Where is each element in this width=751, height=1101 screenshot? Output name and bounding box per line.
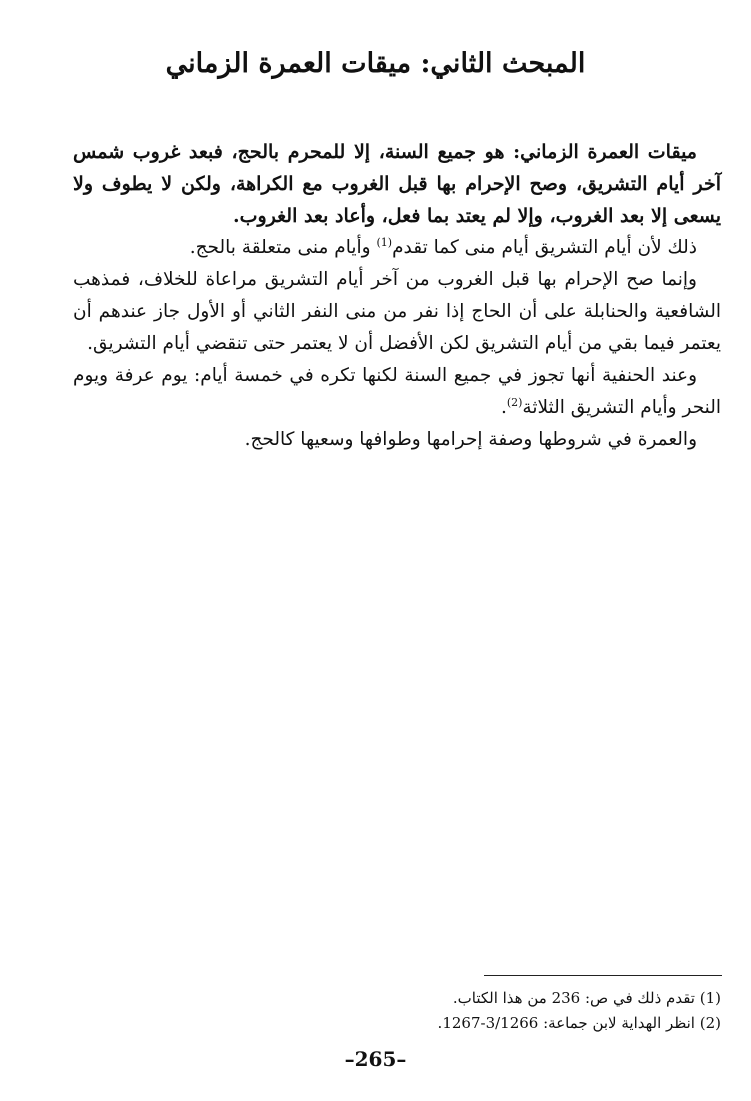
footnote-ref-1: (1) — [376, 235, 393, 249]
footnote-divider — [484, 975, 722, 976]
paragraph-reason-text: ذلك لأن أيام التشريق أيام منى كما تقدم — [392, 237, 697, 258]
footnote-ref-2: (2) — [506, 395, 523, 409]
paragraph-definition: ميقات العمرة الزماني: هو جميع السنة، إلا للمحرم بالحج، فبعد غروب شمس آخر أيام التشريق، وصح الإحرام بها قبل الغروب مع الكراهة، ولكن لا يطوف ولا يسعى إلا بعد الغروب، وإلا لم يعتد بما فعل، وأعاد بعد الغروب. — [73, 141, 721, 227]
paragraph-hanafi-text: وعند الحنفية أنها تجوز في جميع السنة لكنها تكره في خمسة أيام: يوم عرفة ويوم النحر وأيام التشريق الثلاثة — [73, 365, 721, 418]
footnotes — [73, 986, 721, 1036]
paragraph-conditions: والعمرة في شروطها وصفة إحرامها وطوافها وسعيها كالحج. — [244, 429, 697, 450]
section-title: المبحث الثاني: ميقات العمرة الزماني — [165, 48, 586, 79]
paragraph-reason — [73, 232, 721, 264]
paragraph-ihram-validity: وإنما صح الإحرام بها قبل الغروب من آخر أيام التشريق مراعاة للخلاف، فمذهب الشافعية والحنابلة على أن الحاج إذا نفر من منى النفر الثاني أو الأول جاز عندهم أن يعتمر فيما بقي من أيام التشريق لكن الأفضل أن لا يعتمر حتى تنقضي أيام التشريق. — [73, 269, 721, 354]
paragraph-reason-text-end: وأيام منى متعلقة بالحج. — [189, 237, 377, 258]
main-body — [73, 136, 721, 456]
footnote-2: (2) انظر الهداية لابن جماعة: 3/1266-1267. — [437, 1014, 721, 1032]
paragraph-hanafi — [73, 360, 721, 424]
page-number: –265– — [344, 1047, 407, 1071]
footnote-1: (1) تقدم ذلك في ص: 236 من هذا الكتاب. — [452, 989, 721, 1007]
paragraph-hanafi-text-end: . — [500, 397, 507, 418]
